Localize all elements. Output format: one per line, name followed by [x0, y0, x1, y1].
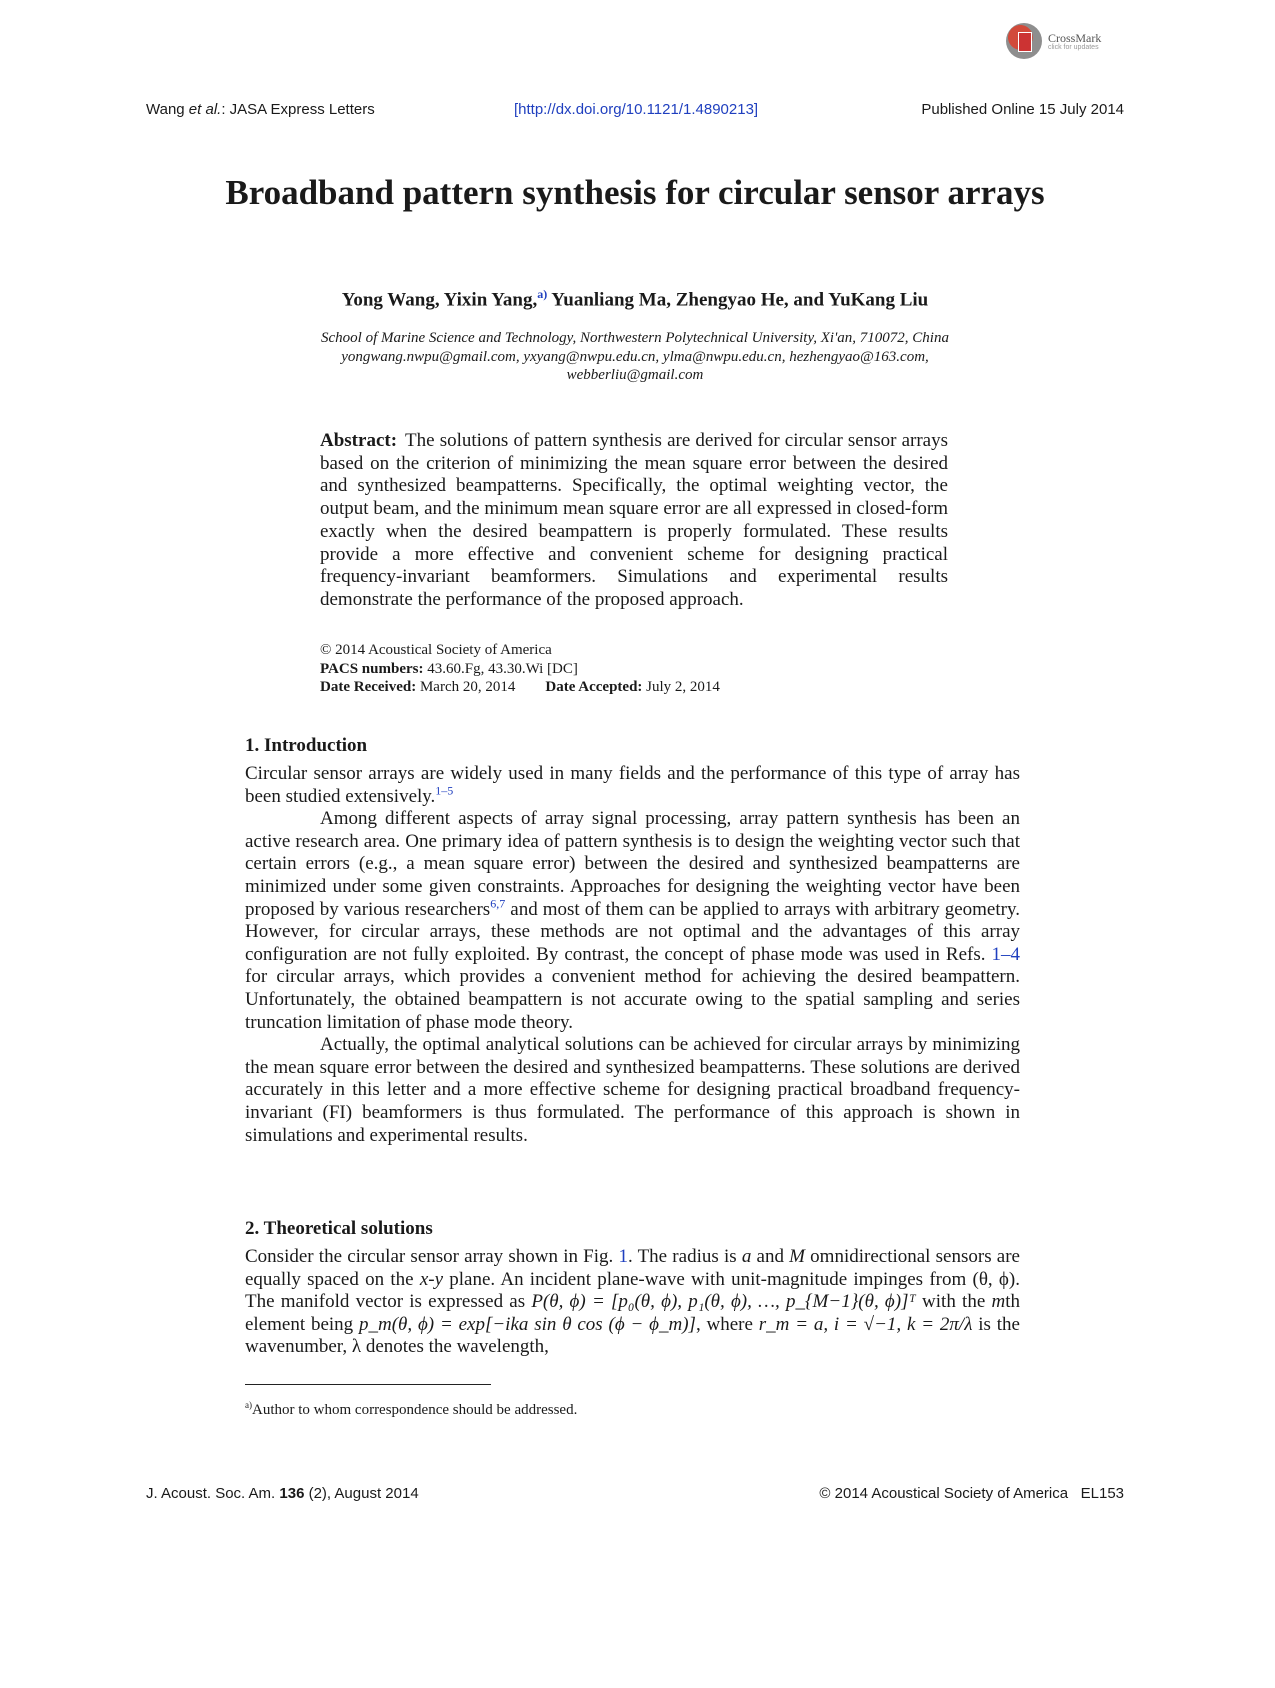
- footnote: [245, 1400, 577, 1419]
- running-footer: [146, 1485, 1124, 1507]
- abstract-label: Abstract:: [320, 430, 398, 451]
- author-list: Yong Wang, Yixin Yang,$^{a)}$ Yuanliang Ma, Zhengyao He, and YuKang Liu: [341, 287, 929, 311]
- journal-citation: J. Acoust. Soc. Am. 136 (2), August 2014: [146, 1485, 419, 1502]
- author-emails: yongwang.nwpu@gmail.com, yxyang@nwpu.edu.cn, ylma@nwpu.edu.cn, hezhengyao@163.com, webberliu@gmail.com: [341, 348, 929, 383]
- equation: p_m(θ, ϕ) = exp[−ika sin θ cos (ϕ − ϕ_m)]: [359, 1313, 696, 1335]
- dates-line: Date Received: March 20, 2014 Date Accepted: July 2, 2014: [320, 679, 720, 695]
- equation: P(θ, ϕ) = [p₀(θ, ϕ), p₁(θ, ϕ), …, p_{M−1}(θ, ϕ)]ᵀ: [531, 1291, 916, 1313]
- paragraph: Consider the circular sensor array shown in Fig. 1. The radius is a and M omnidirectional sensors are equally spaced on the x-y plane. An incident plane-wave with unit-magnitude impinges from (θ, ϕ). The manifold vector is expressed as P(θ, ϕ) = [p₀(θ, ϕ), p₁(θ, ϕ), …, p_{M−1}(θ, ϕ)]ᵀ with the mth element being p_m(θ, ϕ) = exp[−ika sin θ cos (ϕ − ϕ_m)], where r_m = a, i = √−1, k = 2π/λ is the wavenumber, λ denotes the wavelength,: [245, 1246, 1020, 1358]
- reference-link[interactable]: 1–4: [991, 943, 1020, 965]
- equation: r_m = a, i = √−1, k = 2π/λ: [758, 1313, 973, 1335]
- author-note-link[interactable]: a): [537, 287, 548, 301]
- reference-link[interactable]: 1–5: [435, 783, 454, 798]
- running-header: [146, 101, 1124, 123]
- pacs-line: PACS numbers: 43.60.Fg, 43.30.Wi [DC]: [320, 660, 578, 677]
- section-heading-theoretical-solutions: 2. Theoretical solutions: [245, 1218, 433, 1239]
- copyright-line: © 2014 Acoustical Society of America: [320, 642, 552, 658]
- section-heading-introduction: 1. Introduction: [245, 735, 368, 756]
- page-number: EL153: [1080, 1485, 1124, 1502]
- figure-link[interactable]: 1: [618, 1246, 628, 1267]
- affiliation-block: [310, 329, 960, 385]
- article-metadata: [320, 641, 948, 697]
- crossmark-subtitle: click for updates: [1048, 43, 1099, 51]
- doi-link[interactable]: [http://dx.doi.org/10.1121/1.4890213]: [514, 101, 759, 118]
- paragraph: Circular sensor arrays are widely used in many fields and the performance of this type of array has been studied extensively.$^{1-5}$: [245, 763, 1020, 807]
- crossmark-icon: [1006, 23, 1042, 59]
- paper-title: Broadband pattern synthesis for circular sensor arrays: [225, 173, 1045, 212]
- introduction-body: [245, 763, 1020, 1147]
- paragraph: Among different aspects of array signal processing, array pattern synthesis has been an active research area. One primary idea of pattern synthesis is to design the weighting vector such that certain errors (e.g., a mean square error) between the desired and synthesized beampatterns are minimized under some given constraints. Approaches for designing the weighting vector have been proposed by various researchers$^{6,7}$ and most of them can be applied to arrays with arbitrary geometry. However, for circular arrays, these methods are not optimal and the advantages of this array configuration are not fully exploited. By contrast, the concept of phase mode was used in Refs. 1–4 for circular arrays, which provides a convenient method for achieving the desired beampattern. Unfortunately, the obtained beampattern is not accurate owing to the spatial sampling and series truncation limitation of phase mode theory.: [245, 808, 1020, 1033]
- theory-body: [245, 1246, 1020, 1359]
- header-citation: Wang et al.: JASA Express Letters: [146, 101, 375, 118]
- reference-link[interactable]: 6,7: [490, 896, 506, 911]
- footnote-divider: [245, 1384, 491, 1385]
- abstract-text: The solutions of pattern synthesis are derived for circular sensor arrays based on the criterion of minimizing the mean square error between the desired and synthesized beampatterns. Specifically, the optimal weighting vector, the output beam, and the minimum mean square error are all expressed in closed-form exactly when the desired beampattern is properly formulated. These results provide a more effective and convenient scheme for designing practical frequency-invariant beamformers. Simulations and experimental results demonstrate the performance of the proposed approach.: [320, 430, 948, 610]
- crossmark-title: CrossMark: [1048, 30, 1102, 45]
- paragraph: Actually, the optimal analytical solutions can be achieved for circular arrays by minimizing the mean square error between the desired and synthesized beampatterns. These solutions are derived accurately in this letter and a more effective scheme for designing practical broadband frequency-invariant (FI) beamformers is thus formulated. The performance of this approach is shown in simulations and experimental results.: [245, 1034, 1020, 1146]
- footer-copyright: © 2014 Acoustical Society of America EL153: [819, 1485, 1124, 1502]
- abstract: [320, 430, 948, 612]
- footnote-text: Author to whom correspondence should be addressed.: [252, 1402, 578, 1418]
- published-date: Published Online 15 July 2014: [921, 101, 1124, 118]
- crossmark-badge[interactable]: [1006, 20, 1116, 62]
- affiliation-text: School of Marine Science and Technology, Northwestern Polytechnical University, Xi'an, 710072, China: [321, 330, 949, 346]
- footnote-mark: a): [245, 1400, 252, 1410]
